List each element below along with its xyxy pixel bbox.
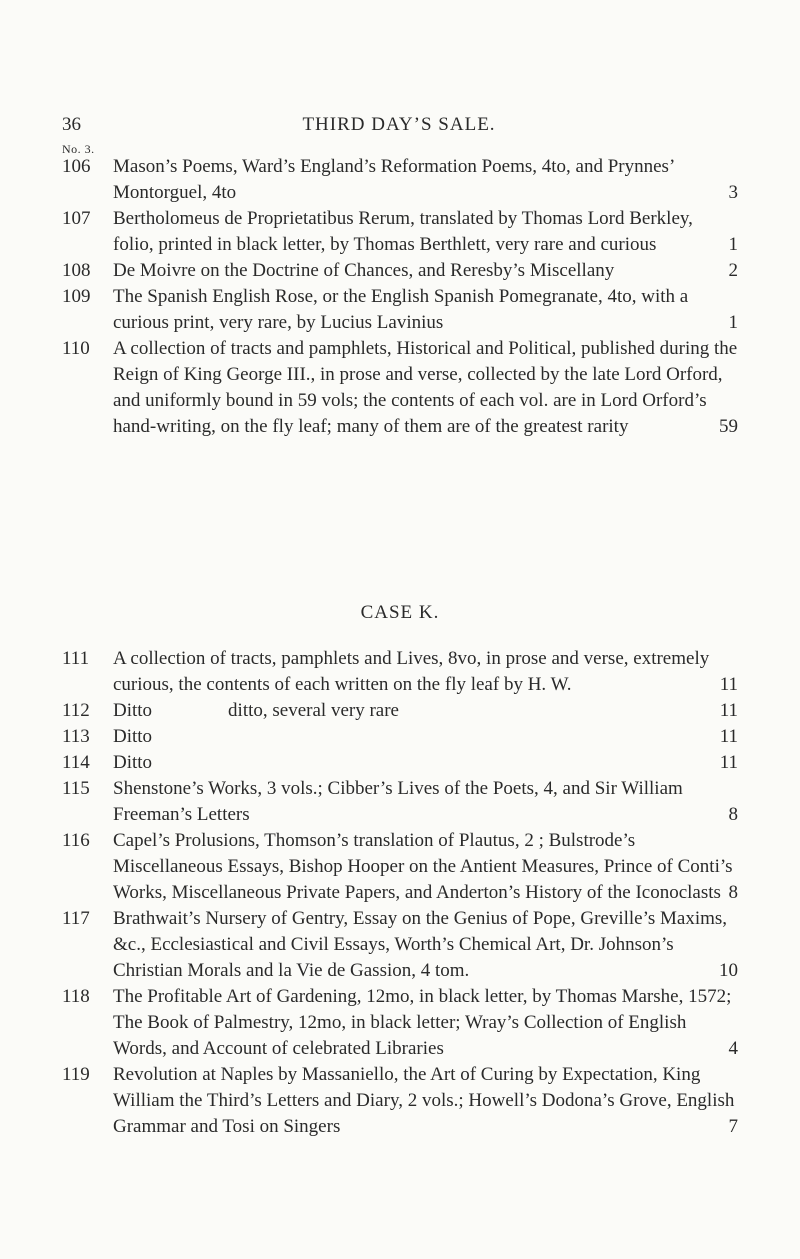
lot-quantity: 1 [728, 234, 738, 255]
lot-entry-111 [62, 646, 738, 698]
lot-entry-106 [62, 154, 738, 206]
lot-quantity: 11 [719, 752, 738, 773]
lot-entry-113 [62, 724, 738, 750]
lot-description: Shenstone’s Works, 3 vols.; Cibber’s Lives of the Poets, 4, and Sir William Freeman’s Letters [113, 778, 683, 825]
lot-number: 106 [62, 156, 91, 177]
lot-number: 113 [62, 726, 90, 747]
lot-description: The Profitable Art of Gardening, 12mo, in black letter, by Thomas Marshe, 1572; The Book of Palmestry, 12mo, in black letter; Wray’s Collection of English Words, and Account of celebrated Libraries [113, 986, 732, 1059]
lot-list-first [62, 154, 738, 440]
lot-quantity: 11 [719, 726, 738, 747]
lot-number: 117 [62, 908, 90, 929]
lot-description: Mason’s Poems, Ward’s England’s Reformation Poems, 4to, and Prynnes’ Montorguel, 4to [113, 156, 674, 203]
lot-description: The Spanish English Rose, or the English Spanish Pomegranate, 4to, with a curious print, very rare, by Lucius Lavinius [113, 286, 689, 333]
lot-description: Ditto [113, 752, 153, 773]
lot-number: 111 [62, 648, 90, 669]
lot-entry-115 [62, 776, 738, 828]
lot-number: 108 [62, 260, 91, 281]
lot-entry-112 [62, 698, 738, 724]
lot-entry-108 [62, 258, 738, 284]
running-title: THIRD DAY’S SALE. [302, 114, 496, 135]
lot-number: 115 [62, 778, 90, 799]
lot-number: 119 [62, 1064, 90, 1085]
lot-description: Bertholomeus de Proprietatibus Rerum, translated by Thomas Lord Berkley, folio, printed in black letter, by Thomas Berthlett, very rare and curious [113, 208, 693, 255]
lot-description: Capel’s Prolusions, Thomson’s translation of Plautus, 2 ; Bulstrode’s Miscellaneous Essays, Bishop Hooper on the Antient Measures, Prince of Conti’s Works, Miscellaneous Private Papers, and Anderton’s History of the Iconoclasts [113, 830, 733, 903]
lot-entry-119 [62, 1062, 738, 1140]
lot-number: 107 [62, 208, 91, 229]
lot-quantity: 3 [728, 182, 738, 203]
catalogue-number-label: No. 3. [62, 142, 95, 156]
lot-description: A collection of tracts and pamphlets, Historical and Political, published during the Reign of King George III., in prose and verse, collected by the late Lord Orford, and uniformly bound in 59 vols; the contents of each vol. are in Lord Orford’s hand-writing, on the fly leaf; many of them are of the greatest rarity [113, 338, 738, 437]
lot-number: 116 [62, 830, 90, 851]
lot-quantity: 2 [728, 260, 738, 281]
lot-entry-107 [62, 206, 738, 258]
lot-list-case-k [62, 646, 738, 1140]
lot-quantity: 11 [719, 700, 738, 721]
lot-number: 112 [62, 700, 90, 721]
page-header [62, 114, 736, 138]
page-number: 36 [62, 114, 81, 135]
lot-entry-117 [62, 906, 738, 984]
lot-description: Ditto [113, 726, 153, 747]
lot-number: 114 [62, 752, 90, 773]
lot-quantity: 10 [719, 960, 738, 981]
lot-quantity: 8 [728, 882, 738, 903]
lot-entry-118 [62, 984, 738, 1062]
lot-number: 118 [62, 986, 90, 1007]
lot-entry-110 [62, 336, 738, 440]
lot-entry-116 [62, 828, 738, 906]
lot-quantity: 7 [728, 1116, 738, 1137]
lot-number: 109 [62, 286, 91, 307]
lot-description: Ditto ditto, several very rare [113, 700, 399, 721]
lot-description: A collection of tracts, pamphlets and Lives, 8vo, in prose and verse, extremely curious, the contents of each written on the fly leaf by H. W. [113, 648, 710, 695]
lot-entry-109 [62, 284, 738, 336]
lot-quantity: 8 [728, 804, 738, 825]
lot-description: Revolution at Naples by Massaniello, the Art of Curing by Expectation, King William the Third’s Letters and Diary, 2 vols.; Howell’s Dodona’s Grove, English Grammar and Tosi on Singers [113, 1064, 735, 1137]
lot-description: De Moivre on the Doctrine of Chances, and Reresby’s Miscellany [113, 260, 615, 281]
lot-quantity: 59 [719, 416, 738, 437]
lot-quantity: 11 [719, 674, 738, 695]
section-heading: CASE K. [360, 602, 440, 623]
lot-quantity: 4 [728, 1038, 738, 1059]
lot-quantity: 1 [728, 312, 738, 333]
lot-number: 110 [62, 338, 90, 359]
lot-entry-114 [62, 750, 738, 776]
lot-description: Brathwait’s Nursery of Gentry, Essay on the Genius of Pope, Greville’s Maxims, &c., Ecclesiastical and Civil Essays, Worth’s Chemical Art, Dr. Johnson’s Christian Morals and la Vie de Gassion, 4 tom. [113, 908, 728, 981]
